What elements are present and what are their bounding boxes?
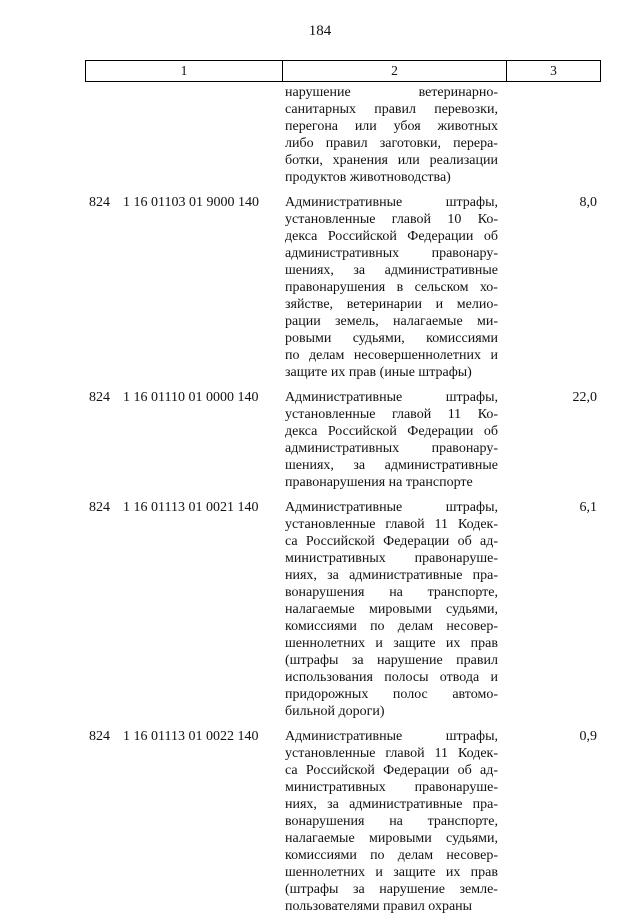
description-cell xyxy=(282,84,506,186)
description-line: Административные штрафы, xyxy=(285,500,498,515)
description-line: налагаемые мировыми судьями, xyxy=(285,602,498,617)
admin-code: 824 xyxy=(89,390,110,405)
description-line: установленные главой 11 Ко- xyxy=(285,407,498,422)
description-line: шеннолетних и защите их прав xyxy=(285,636,498,651)
description-line: перегона или убоя животных xyxy=(285,119,498,134)
description-line: санитарных правил перевозки, xyxy=(285,102,498,117)
description-line: использования полосы отвода и xyxy=(285,670,498,685)
description-line: защите их прав (иные штрафы) xyxy=(285,365,472,380)
budget-code: 1 16 01110 01 0000 140 xyxy=(123,390,259,405)
description-line: ботки, хранения или реализации xyxy=(285,153,498,168)
budget-code: 1 16 01103 01 9000 140 xyxy=(123,195,259,210)
description-line: административных правонару- xyxy=(285,246,498,261)
description-line: продуктов животноводства) xyxy=(285,170,451,185)
description-line: административных правонару- xyxy=(285,441,498,456)
description-line: установленные главой 11 Кодек- xyxy=(285,517,498,532)
description-line: Административные штрафы, xyxy=(285,390,498,405)
table-row xyxy=(85,728,601,915)
description-cell xyxy=(282,194,506,381)
code-cell xyxy=(85,84,282,186)
description-line: бильной дороги) xyxy=(285,704,385,719)
budget-code: 1 16 01113 01 0022 140 xyxy=(123,729,259,744)
description-line: комиссиями по делам несовер- xyxy=(285,619,498,634)
description-line: по делам несовершеннолетних и xyxy=(285,348,498,363)
description-line: вонарушения на транспорте, xyxy=(285,585,498,600)
description-cell xyxy=(282,728,506,915)
table-body xyxy=(85,84,601,923)
code-cell xyxy=(85,389,282,491)
description-line: ниях, за административные пра- xyxy=(285,797,498,812)
description-line: декса Российской Федерации об xyxy=(285,229,498,244)
description-line: са Российской Федерации об ад- xyxy=(285,534,498,549)
code-cell xyxy=(85,728,282,915)
code-cell xyxy=(85,499,282,720)
description-line: министративных правонаруше- xyxy=(285,551,498,566)
header-col-1: 1 xyxy=(86,61,283,81)
description-line: (штрафы за нарушение земле- xyxy=(285,882,498,897)
description-line: ниях, за административные пра- xyxy=(285,568,498,583)
description-line: шениях, за административные xyxy=(285,458,498,473)
admin-code: 824 xyxy=(89,500,110,515)
description-line: нарушение ветеринарно- xyxy=(285,85,498,100)
description-line: декса Российской Федерации об xyxy=(285,424,498,439)
description-cell xyxy=(282,389,506,491)
table-row xyxy=(85,499,601,720)
description-line: рации земель, налагаемые ми- xyxy=(285,314,498,329)
description-line: установленные главой 10 Ко- xyxy=(285,212,498,227)
description-line: либо правил заготовки, перера- xyxy=(285,136,498,151)
description-line: министративных правонаруше- xyxy=(285,780,498,795)
code-cell xyxy=(85,194,282,381)
description-line: правонарушения в сельском хо- xyxy=(285,280,498,295)
description-line: (штрафы за нарушение правил xyxy=(285,653,498,668)
description-cell xyxy=(282,499,506,720)
amount-cell: 8,0 xyxy=(579,195,597,210)
amount-cell: 6,1 xyxy=(579,500,597,515)
header-col-3: 3 xyxy=(550,63,557,78)
description-line: Административные штрафы, xyxy=(285,729,498,744)
description-line: шениях, за административные xyxy=(285,263,498,278)
admin-code: 824 xyxy=(89,195,110,210)
description-line: пользователями правил охраны xyxy=(285,899,473,914)
budget-code: 1 16 01113 01 0021 140 xyxy=(123,500,259,515)
description-line: зяйстве, ветеринарии и мелио- xyxy=(285,297,498,312)
table-row xyxy=(85,194,601,381)
description-line: Административные штрафы, xyxy=(285,195,498,210)
description-line: комиссиями по делам несовер- xyxy=(285,848,498,863)
description-line: правонарушения на транспорте xyxy=(285,475,473,490)
description-line: ровыми судьями, комиссиями xyxy=(285,331,498,346)
description-line: вонарушения на транспорте, xyxy=(285,814,498,829)
description-line: налагаемые мировыми судьями, xyxy=(285,831,498,846)
admin-code: 824 xyxy=(89,729,110,744)
page-number: 184 xyxy=(308,23,332,39)
table-row xyxy=(85,84,601,186)
amount-cell xyxy=(506,84,601,186)
amount-cell: 0,9 xyxy=(579,729,597,744)
description-line: придорожных полос автомо- xyxy=(285,687,498,702)
description-line: са Российской Федерации об ад- xyxy=(285,763,498,778)
amount-cell: 22,0 xyxy=(572,390,597,405)
header-col-2: 2 xyxy=(283,61,507,81)
table-header xyxy=(85,60,601,82)
table-row xyxy=(85,389,601,491)
description-line: установленные главой 11 Кодек- xyxy=(285,746,498,761)
description-line: шеннолетних и защите их прав xyxy=(285,865,498,880)
